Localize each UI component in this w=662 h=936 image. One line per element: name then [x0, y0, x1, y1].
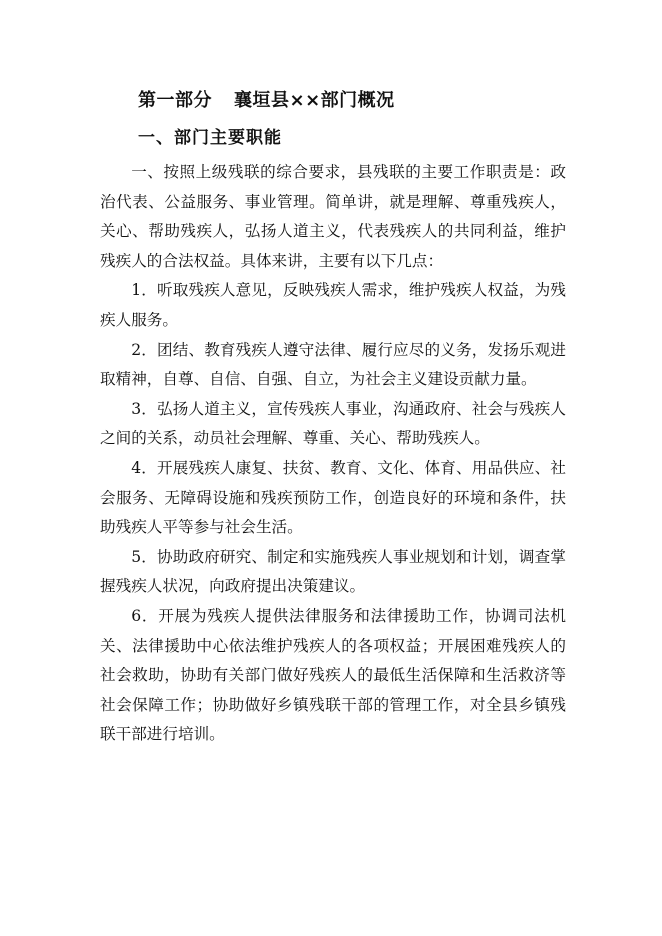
duty-item-1: 1．听取残疾人意见，反映残疾人需求，维护残疾人权益，为残疾人服务。	[100, 281, 566, 329]
duty-item-5: 5．协助政府研究、制定和实施残疾人事业规划和计划，调查掌握残疾人状况，向政府提出决策建议。	[100, 547, 566, 596]
duty-item-3: 3．弘扬人道主义，宣传残疾人事业，沟通政府、社会与残疾人之间的关系，动员社会理解、尊重、关心、帮助残疾人。	[100, 399, 566, 448]
duty-item-4: 4．开展残疾人康复、扶贫、教育、文化、体育、用品供应、社会服务、无障碍设施和残疾预防工作，创造良好的环境和条件，扶助残疾人平等参与社会生活。	[100, 458, 566, 537]
duty-item-2: 2．团结、教育残疾人遵守法律、履行应尽的义务，发扬乐观进取精神，自尊、自信、自强、自立，为社会主义建设贡献力量。	[100, 340, 566, 389]
duty-item-6: 6．开展为残疾人提供法律服务和法律援助工作，协调司法机关、法律援助中心依法维护残疾人的各项权益；开展困难残疾人的社会救助，协助有关部门做好残疾人的最低生活保障和生活救济等社会保障工作；协助做好乡镇残联干部的管理工作，对全县乡镇残联干部进行培训。	[100, 606, 566, 744]
part-title-text: 襄垣县××部门概况	[234, 90, 395, 111]
intro-paragraph: 一、按照上级残联的综合要求，县残联的主要工作职责是：政治代表、公益服务、事业管理。简单讲，就是理解、尊重残疾人，关心、帮助残疾人，弘扬人道主义，代表残疾人的共同利益，维护残疾人的合法权益。具体来讲，主要有以下几点：	[100, 163, 566, 270]
part-title-label: 第一部分	[138, 90, 212, 111]
section-title: 一、部门主要职能	[138, 128, 282, 148]
part-title	[138, 86, 395, 112]
document-body	[100, 158, 566, 750]
